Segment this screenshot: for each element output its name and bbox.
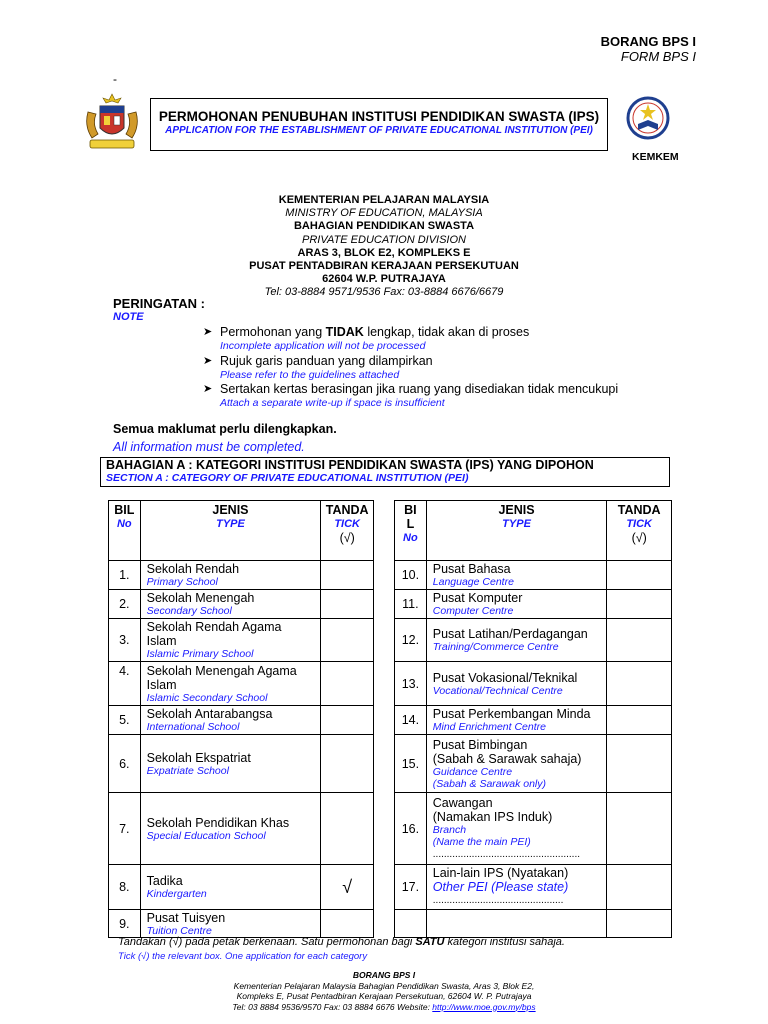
- table-row: [109, 793, 374, 865]
- tick-box[interactable]: [607, 590, 672, 619]
- ministry-contact: Tel: 03-8884 9571/9536 Fax: 03-8884 6676/6679: [264, 286, 504, 299]
- row-type: Sekolah Menengah Agama Islam Islamic Secondary School: [140, 662, 321, 706]
- table-row: [395, 735, 672, 793]
- note-text-en: Please refer to the guidelines attached: [220, 369, 400, 381]
- row-number: 9.: [109, 910, 141, 938]
- logo-text: KEMKEM: [632, 151, 679, 163]
- section-title-ms: BAHAGIAN A : KATEGORI INSTITUSI PENDIDIKAN SWASTA (IPS) YANG DIPOHON: [106, 458, 594, 472]
- row-number: 11.: [395, 590, 427, 619]
- ministry-line: PUSAT PENTADBIRAN KERAJAAN PERSEKUTUAN: [249, 260, 519, 273]
- fill-in-line[interactable]: ...............................................: [432, 895, 564, 906]
- row-type: Sekolah Ekspatriat Expatriate School: [140, 735, 321, 793]
- tick-box[interactable]: [607, 793, 672, 865]
- table-row: [109, 865, 374, 910]
- row-number: 17.: [395, 865, 427, 910]
- row-type: Pusat Latihan/Perdagangan Training/Commerce Centre: [426, 619, 607, 662]
- note-text: Permohonan yang: [220, 325, 326, 339]
- row-type: Pusat Komputer Computer Centre: [426, 590, 607, 619]
- row-number: 12.: [395, 619, 427, 662]
- table-row-empty: [395, 910, 672, 938]
- row-type: Pusat Vokasional/Teknikal Vocational/Technical Centre: [426, 662, 607, 706]
- note-item: [203, 354, 433, 381]
- row-number: 1.: [109, 561, 141, 590]
- tick-box[interactable]: [321, 561, 374, 590]
- title-en: APPLICATION FOR THE ESTABLISHMENT OF PRIVATE EDUCATIONAL INSTITUTION (PEI): [165, 125, 593, 136]
- tick-box[interactable]: [321, 910, 374, 938]
- arrow-bullet-icon: ➤: [203, 355, 213, 367]
- header-jenis: JENIS TYPE: [426, 501, 607, 561]
- tick-box[interactable]: [607, 706, 672, 735]
- note-text: lengkap, tidak akan di proses: [363, 325, 530, 339]
- table-header-row: [395, 501, 672, 561]
- tick-box[interactable]: [321, 590, 374, 619]
- tick-box[interactable]: [607, 619, 672, 662]
- website-link[interactable]: http://www.moe.gov.my/bps: [432, 1001, 536, 1012]
- footer-line: Kementerian Pelajaran Malaysia Bahagian Pendidikan Swasta, Aras 3, Blok E2,: [233, 980, 535, 991]
- row-number: 10.: [395, 561, 427, 590]
- all-info-en: All information must be completed.: [113, 440, 305, 454]
- note-text: Sertakan kertas berasingan jika ruang yang disediakan tidak mencukupi: [220, 382, 619, 396]
- note-text-en: Incomplete application will not be processed: [220, 340, 426, 352]
- table-row: [109, 910, 374, 938]
- section-title-en: SECTION A : CATEGORY OF PRIVATE EDUCATIONAL INSTITUTION (PEI): [106, 472, 469, 484]
- note-item: [203, 325, 529, 352]
- arrow-bullet-icon: ➤: [203, 383, 213, 395]
- tick-box[interactable]: [607, 561, 672, 590]
- tick-box[interactable]: [607, 735, 672, 793]
- table-row: [395, 865, 672, 910]
- section-a-header: [100, 457, 670, 487]
- footnote-ms: Tandakan (√) pada petak berkenaan. Satu permohonan bagi SATU kategori institusi sahaja.: [118, 936, 565, 948]
- dash-mark: -: [113, 72, 117, 86]
- tick-box[interactable]: [321, 619, 374, 662]
- row-type: Sekolah Pendidikan Khas Special Education School: [140, 793, 321, 865]
- tick-box[interactable]: [321, 706, 374, 735]
- header-bil: BI L No: [395, 501, 427, 561]
- row-number: 7.: [109, 793, 141, 865]
- row-number: 14.: [395, 706, 427, 735]
- note-heading-en: NOTE: [113, 311, 144, 323]
- all-info-ms: Semua maklumat perlu dilengkapkan.: [113, 422, 337, 436]
- row-type: Pusat Perkembangan Minda Mind Enrichment Centre: [426, 706, 607, 735]
- ministry-address: [0, 194, 768, 300]
- table-row: [109, 590, 374, 619]
- row-number: 4.: [109, 662, 141, 706]
- form-code: [601, 34, 696, 64]
- row-number: 13.: [395, 662, 427, 706]
- ministry-line: PRIVATE EDUCATION DIVISION: [301, 233, 466, 246]
- ministry-line: 62604 W.P. PUTRAJAYA: [322, 273, 446, 286]
- row-type: Sekolah Rendah Agama Islam Islamic Primary School: [140, 619, 321, 662]
- note-emphasis: TIDAK: [325, 325, 364, 339]
- table-header-row: [109, 501, 374, 561]
- page-footer: [0, 970, 768, 1012]
- row-number: 6.: [109, 735, 141, 793]
- table-row: [109, 735, 374, 793]
- header-jenis: JENIS TYPE: [140, 501, 321, 561]
- row-type: Lain-lain IPS (Nyatakan) Other PEI (Please state) ...............................................: [426, 865, 607, 910]
- footnote-en: Tick (√) the relevant box. One application for each category: [118, 951, 368, 962]
- form-code-ms: BORANG BPS I: [600, 34, 696, 49]
- table-row: [395, 662, 672, 706]
- footer-code: BORANG BPS I: [352, 970, 416, 980]
- tick-box[interactable]: [321, 793, 374, 865]
- header-bil: BIL No: [109, 501, 141, 561]
- ministry-line: BAHAGIAN PENDIDIKAN SWASTA: [293, 220, 475, 233]
- row-type: Pusat Tuisyen Tuition Centre: [140, 910, 321, 938]
- footer-contact: Tel: 03 8884 9536/9570 Fax: 03 8884 6676 Website: http://www.moe.gov.my/bps: [232, 1001, 536, 1012]
- arrow-bullet-icon: ➤: [203, 326, 213, 338]
- row-number: 16.: [395, 793, 427, 865]
- header-tanda: TANDA TICK (√): [321, 501, 374, 561]
- tick-box[interactable]: [607, 662, 672, 706]
- footer-line: Kompleks E, Pusat Pentadbiran Kerajaan Persekutuan, 62604 W. P. Putrajaya: [236, 991, 532, 1001]
- ministry-line: ARAS 3, BLOK E2, KOMPLEKS E: [297, 246, 471, 259]
- tick-box[interactable]: [321, 662, 374, 706]
- table-row: [395, 561, 672, 590]
- ministry-line: MINISTRY OF EDUCATION, MALAYSIA: [285, 207, 483, 220]
- row-type: Cawangan (Namakan IPS Induk) Branch (Name the main PEI) .....................................................: [426, 793, 607, 865]
- table-row: [395, 590, 672, 619]
- tick-box[interactable]: [321, 735, 374, 793]
- table-row: [395, 706, 672, 735]
- row-type: Sekolah Antarabangsa International School: [140, 706, 321, 735]
- table-row: [395, 793, 672, 865]
- table-row: [109, 706, 374, 735]
- row-type: Pusat Bimbingan (Sabah & Sarawak sahaja) Guidance Centre (Sabah & Sarawak only): [426, 735, 607, 793]
- row-type: Pusat Bahasa Language Centre: [426, 561, 607, 590]
- row-type: Sekolah Rendah Primary School: [140, 561, 321, 590]
- table-row: [109, 662, 374, 706]
- note-heading: PERINGATAN :: [113, 296, 205, 311]
- malaysia-coat-of-arms-icon: [82, 92, 142, 154]
- ministry-line: KEMENTERIAN PELAJARAN MALAYSIA: [278, 194, 490, 206]
- note-text-en: Attach a separate write-up if space is insufficient: [220, 397, 445, 409]
- tick-box-checked[interactable]: √: [321, 865, 374, 910]
- row-number: 2.: [109, 590, 141, 619]
- table-row: [395, 619, 672, 662]
- form-code-en: FORM BPS I: [620, 49, 696, 64]
- row-number: 3.: [109, 619, 141, 662]
- note-item: [203, 382, 618, 409]
- table-row: [109, 619, 374, 662]
- note-text: Rujuk garis panduan yang dilampirkan: [220, 354, 433, 368]
- header-tanda: TANDA TICK (√): [607, 501, 672, 561]
- table-row: [109, 561, 374, 590]
- ministry-logo-icon: [626, 96, 670, 146]
- category-table-right: [394, 500, 672, 938]
- row-number: [395, 910, 427, 938]
- row-number: 5.: [109, 706, 141, 735]
- title-ms: PERMOHONAN PENUBUHAN INSTITUSI PENDIDIKAN SWASTA (IPS): [158, 109, 600, 124]
- row-type: [426, 910, 607, 938]
- category-table-left: [108, 500, 374, 938]
- row-type: Sekolah Menengah Secondary School: [140, 590, 321, 619]
- tick-box[interactable]: [607, 910, 672, 938]
- fill-in-line[interactable]: .....................................................: [432, 848, 581, 860]
- title-box: [150, 98, 608, 151]
- row-number: 8.: [109, 865, 141, 910]
- row-type: Tadika Kindergarten: [140, 865, 321, 910]
- row-number: 15.: [395, 735, 427, 793]
- tick-box[interactable]: [607, 865, 672, 910]
